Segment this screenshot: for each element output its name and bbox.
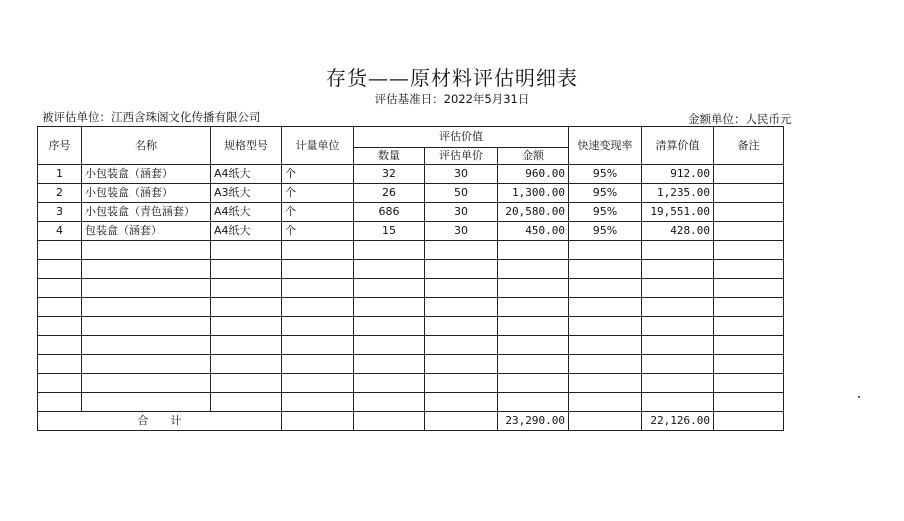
empty-cell [282,374,354,393]
cell-liquidation-value: 912.00 [642,165,714,184]
empty-row [38,374,784,393]
empty-cell [82,260,211,279]
empty-cell [282,279,354,298]
empty-cell [714,393,784,412]
empty-cell [498,355,569,374]
empty-cell [714,260,784,279]
empty-row [38,317,784,336]
empty-cell [498,279,569,298]
header-name: 名称 [82,127,211,165]
cell-liquidation-value: 1,235.00 [642,184,714,203]
empty-cell [642,260,714,279]
empty-cell [282,336,354,355]
empty-cell [354,393,425,412]
empty-cell [714,355,784,374]
empty-cell [569,279,642,298]
empty-cell [282,260,354,279]
empty-cell [425,336,498,355]
empty-cell [569,393,642,412]
header-remarks: 备注 [714,127,784,165]
empty-cell [38,355,82,374]
empty-cell [82,279,211,298]
empty-row [38,393,784,412]
cell-seq: 2 [38,184,82,203]
empty-cell [354,241,425,260]
total-amount: 23,290.00 [498,412,569,431]
cell-unit-price: 30 [425,222,498,241]
empty-cell [569,374,642,393]
table-row [38,165,784,184]
empty-row [38,298,784,317]
empty-cell [38,336,82,355]
empty-cell [642,317,714,336]
empty-cell [38,298,82,317]
cell-amount: 1,300.00 [498,184,569,203]
empty-cell [82,393,211,412]
empty-cell [425,317,498,336]
empty-row [38,279,784,298]
empty-cell [569,317,642,336]
empty-cell [38,393,82,412]
cell-spec: A3纸大 [211,184,282,203]
cell-qty: 32 [354,165,425,184]
table-row [38,203,784,222]
empty-cell [282,355,354,374]
empty-cell [569,241,642,260]
empty-cell [714,241,784,260]
cell-unit: 个 [282,165,354,184]
cell-qty: 26 [354,184,425,203]
empty-cell [354,336,425,355]
empty-cell [425,393,498,412]
empty-cell [642,298,714,317]
empty-cell [211,260,282,279]
empty-cell [714,336,784,355]
cell-liquidation-rate: 95% [569,203,642,222]
empty-cell [642,393,714,412]
empty-cell [354,260,425,279]
empty-cell [211,241,282,260]
cell-liquidation-value: 19,551.00 [642,203,714,222]
cell-remark [714,184,784,203]
empty-cell [211,279,282,298]
header-liquidation-value: 清算价值 [642,127,714,165]
empty-cell [354,317,425,336]
empty-cell [498,336,569,355]
empty-cell [354,279,425,298]
empty-cell [82,374,211,393]
total-row [38,412,784,431]
empty-cell [425,260,498,279]
empty-cell [354,298,425,317]
cell-remark [714,165,784,184]
cell-liquidation-value: 428.00 [642,222,714,241]
cell-unit: 个 [282,184,354,203]
empty-cell [569,355,642,374]
total-label: 合 计 [38,412,282,431]
cell-seq: 4 [38,222,82,241]
cell-seq: 1 [38,165,82,184]
header-amount: 金额 [498,148,569,165]
currency-unit: 金额单位：人民币元 [688,112,792,126]
cell-spec: A4纸大 [211,165,282,184]
empty-row [38,355,784,374]
header-unit-price: 评估单价 [425,148,498,165]
empty-cell [642,374,714,393]
empty-cell [569,260,642,279]
cell-unit: 个 [282,203,354,222]
cell-remark [714,203,784,222]
empty-cell [211,336,282,355]
cell-seq: 3 [38,203,82,222]
empty-cell [425,298,498,317]
empty-cell [82,241,211,260]
empty-cell [282,393,354,412]
empty-cell [38,241,82,260]
cell-liquidation-rate: 95% [569,165,642,184]
empty-cell [425,374,498,393]
cell-remark [714,222,784,241]
empty-cell [82,336,211,355]
empty-cell [425,279,498,298]
inventory-table [37,126,784,431]
empty-cell [282,412,354,431]
empty-cell [82,355,211,374]
empty-cell [642,279,714,298]
empty-cell [38,317,82,336]
page-title: 存货——原材料评估明细表 [326,66,578,90]
empty-cell [211,298,282,317]
empty-cell [211,393,282,412]
empty-cell [569,412,642,431]
empty-cell [354,412,425,431]
cell-name: 包装盒（涵套） [82,222,211,241]
cell-name: 小包装盒（青色涵套） [82,203,211,222]
table-row [38,222,784,241]
table-row [38,184,784,203]
valuation-date: 评估基准日：2022年5月31日 [374,92,530,106]
cell-liquidation-rate: 95% [569,222,642,241]
cell-amount: 450.00 [498,222,569,241]
header-valuation: 评估价值 [354,127,569,148]
empty-row [38,336,784,355]
empty-cell [425,355,498,374]
cell-amount: 960.00 [498,165,569,184]
empty-cell [714,279,784,298]
empty-cell [211,317,282,336]
cell-unit-price: 50 [425,184,498,203]
header-spec: 规格型号 [211,127,282,165]
cell-name: 小包装盒（涵套） [82,165,211,184]
empty-cell [354,374,425,393]
empty-cell [282,298,354,317]
total-liquidation-value: 22,126.00 [642,412,714,431]
empty-cell [498,241,569,260]
empty-cell [714,374,784,393]
cell-unit-price: 30 [425,165,498,184]
cell-name: 小包装盒（涵套） [82,184,211,203]
cell-unit-price: 30 [425,203,498,222]
empty-cell [82,317,211,336]
empty-cell [38,279,82,298]
cell-spec: A4纸大 [211,222,282,241]
empty-cell [282,317,354,336]
header-seq: 序号 [38,127,82,165]
empty-cell [714,412,784,431]
empty-cell [569,336,642,355]
empty-row [38,241,784,260]
empty-cell [569,298,642,317]
scan-speck [858,396,860,398]
empty-row [38,260,784,279]
empty-cell [498,393,569,412]
empty-cell [211,355,282,374]
appraised-entity: 被评估单位：江西含珠阁文化传播有限公司 [42,110,261,124]
cell-liquidation-rate: 95% [569,184,642,203]
empty-cell [498,260,569,279]
empty-cell [425,241,498,260]
header-liquidation-rate: 快速变现率 [569,127,642,165]
empty-cell [642,355,714,374]
empty-cell [642,336,714,355]
cell-qty: 686 [354,203,425,222]
empty-cell [354,355,425,374]
cell-spec: A4纸大 [211,203,282,222]
empty-cell [38,260,82,279]
empty-cell [211,374,282,393]
empty-cell [425,412,498,431]
empty-cell [282,241,354,260]
empty-cell [498,317,569,336]
empty-cell [82,298,211,317]
empty-cell [498,298,569,317]
empty-cell [642,241,714,260]
empty-cell [714,317,784,336]
empty-cell [38,374,82,393]
empty-cell [498,374,569,393]
header-qty: 数量 [354,148,425,165]
cell-amount: 20,580.00 [498,203,569,222]
cell-unit: 个 [282,222,354,241]
cell-qty: 15 [354,222,425,241]
empty-cell [714,298,784,317]
header-unit: 计量单位 [282,127,354,165]
